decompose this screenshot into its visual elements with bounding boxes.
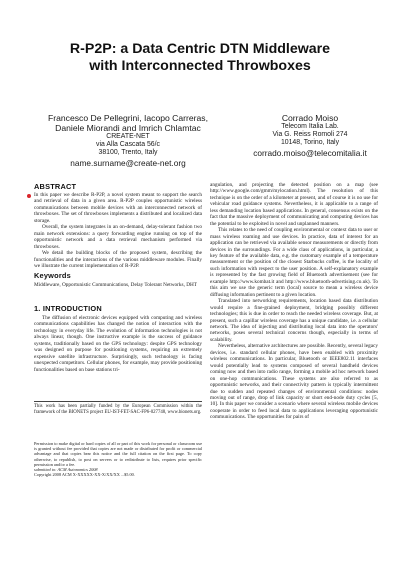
author-affiliation: Telecom Italia Lab. (281, 123, 339, 130)
introduction-body (34, 315, 202, 373)
body-paragraph: Nevertheless, alternative architectures are possible. Recently, several legacy devices, i.e. standard cellular phones, have been enabled with proximity wireless communications. In particular, Bluetooth or IEEE802.11 interfaces would potentially lead to systems composed of several handheld devices coming now and then into radio range, forming a mobile ad hoc network based on one-hop communications. These systems are also referred to as opportunistic networks, and their connectivity pattern is typically intermittent due to sudden and repeated changes of environmental conditions: nodes moving out of range, drop of link capacity or short end-node duty cycles [5, 10]. In this paper we consider a scenario where several wireless mobile devices cooperate in order to feed local data to applications leveraging opportunistic communications. The opportunities for pairs of (210, 343, 378, 421)
abstract-heading: ABSTRACT (34, 182, 77, 191)
author-city: 38100, Trento, Italy (98, 149, 158, 157)
author-name: Corrado Moiso (281, 113, 339, 123)
body-paragraph: angulation, and projecting the detected position on a map (see http://www.google.com/gmm/mylocation.html). The resolution of this technique is on the order of a kilometer at present, and of course it is no use for vehicular road guidance systems. Nevertheless, it is applicable to a range of less demanding location based applications. In general, consensus exists on the fact that the massive deployment of communicating and computing devices has the potential to be exploited in novel and unplanned manners. (210, 182, 378, 227)
abstract-body (34, 192, 202, 269)
keywords-heading: Keywords (34, 271, 71, 280)
author-address: Via G. Reiss Romoli 274 (272, 131, 348, 139)
body-paragraph: This relates to the need of coupling environmental or context data to user or mass wireless roaming and use devices. In practice, data of interest for an application can be retrieved via available sensor measurements or directly from devices in the surroundings. For a wide class of applications, in particular, a key feature of the available data, e.g. the customary example of a temperature measurement or the position of the closest Starbucks coffee, is the locality of such information with respect to the user position. A self-explanatory example is represented by the fast growing field of Bluetooth advertisement (see for example http://www.kombat.it and http://www.bluetooth-advertising.co.uk). To this aim we use the generic term (local) source to mean a wireless device diffusing information pertinent to a given location. (210, 227, 378, 298)
copyright-notice: Copyright 2008 ACM X-XXXXX-XX-X/XX/XX ...$5.00. (34, 472, 135, 478)
submission-note: submitted to: ACM Autonomics 2008 (34, 467, 98, 473)
paper-title-line-1: R-P2P: a Data Centric DTN Middleware (69, 41, 331, 57)
paper-title (20, 41, 380, 75)
author-address: via Alla Cascata 56/c (96, 141, 160, 149)
author-email: corrado.moiso@telecomitalia.it (253, 147, 367, 158)
author-names-line-1: Francesco De Pellegrini, Iacopo Carreras, (47, 113, 208, 123)
keywords-text: Middleware, Opportunistic Communications, Delay Tolerant Networks, DHT (34, 282, 197, 288)
permission-notice (34, 441, 202, 477)
author-email: name.surname@create-net.org (70, 157, 186, 168)
author-block-create-net (38, 113, 218, 168)
footnote-divider (34, 401, 202, 402)
abstract-paragraph: Overall, the system integrates in an on-demand, delay-tolerant fashion two main network extensions: a query forwarding engine running on top of the opportunistic network and a data retrieval mechanism performed via throwboxes. (34, 224, 202, 250)
keywords-body (34, 282, 202, 288)
funding-footnote: This work has been partially funded by the European Commission within the framework of the BIONETS project EU-IST-FET-SAC-FP6-027748, www.bionets.org. (34, 404, 202, 415)
introduction-heading: 1. INTRODUCTION (34, 304, 102, 313)
introduction-paragraph: The diffusion of electronic devices equipped with computing and wireless communications capabilities has changed the notion of interaction with the technology in everyday life. The evolution of information technologies is not always linear, though. One instructive example is the success of guidance systems, traditionally based on the GPS technology: despite GPS technology was designed on purpose for positioning systems, requiring an extremely expensive satellite infrastructure. Surprisingly, such technology is facing unexpected competitors. Cellular phones, for example, may provide positioning functionalities based on base stations tri- (34, 315, 202, 373)
abstract-paragraph: We detail the building blocks of the proposed system, describing the functionalities and the interactions of the various middleware modules. Finally we illustrate the current implementation of R-P2P. (34, 250, 202, 269)
permission-text: Permission to make digital or hard copies of all or part of this work for personal or classroom use is granted without fee provided that copies are not made or distributed for profit or commercial advantage and that copies bear this notice and the full citation on the first page. To copy otherwise, to republish, to post on servers or to redistribute to lists, requires prior specific permission and/or a fee. (34, 441, 202, 467)
annotation-marker-icon (27, 194, 31, 198)
right-column-body (210, 182, 378, 421)
abstract-paragraph: In this paper we describe R-P2P, a novel system meant to support the search and retrieval of data in a given area. R-P2P couples opportunistic wireless communications between mobile devices with an interconnected network of throwboxes. The set of throwboxes implements a distributed and localized data storage. (34, 192, 202, 224)
body-paragraph: Translated into networking requirements, location based data distribution would require a fine-grained deployment, bridging possibly different technologies; this is due in order to reach the needed wireless coverage. But, at present, such a capillar wireless coverage has a unique candidate, i.e. a cellular network. The idea of injecting and distributing local data into the operators' networks, poses several technical concerns though, especially in terms of scalability. (210, 298, 378, 343)
author-block-telecom-italia (235, 113, 385, 158)
author-names-line-2: Daniele Miorandi and Imrich Chlamtac (55, 123, 201, 133)
author-city: 10148, Torino, Italy (280, 139, 340, 147)
author-affiliation: CREATE-NET (106, 133, 150, 140)
paper-title-line-2: with Interconnected Throwboxes (89, 58, 311, 74)
